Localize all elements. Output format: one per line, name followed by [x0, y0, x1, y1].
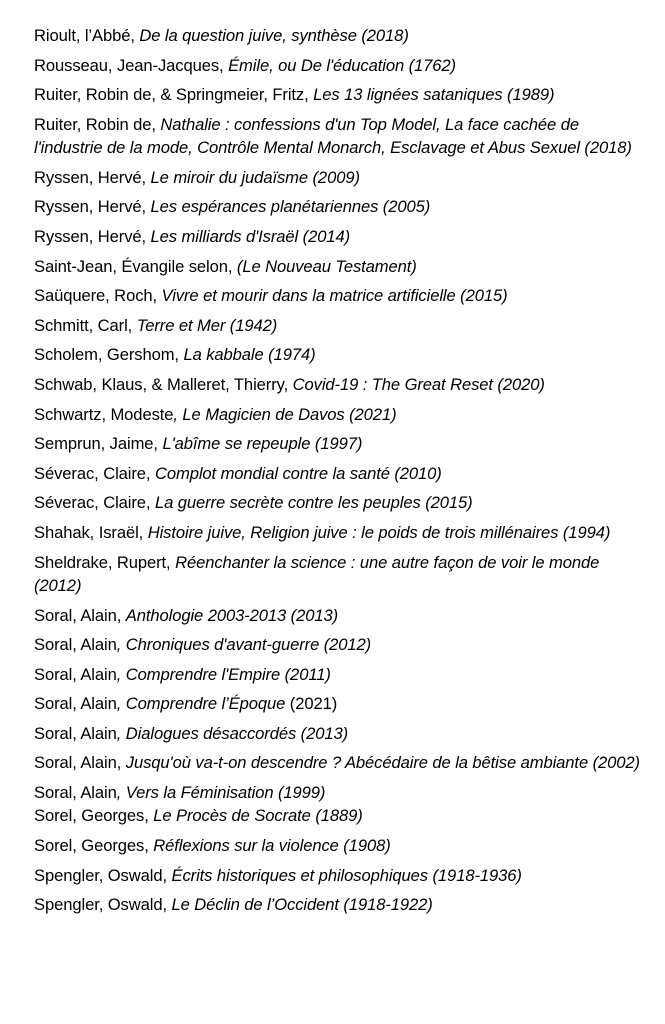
entry-author: Schwab, Klaus, & Malleret, Thierry, [34, 374, 293, 394]
bibliography-entry [34, 343, 646, 366]
entry-author: Ruiter, Robin de, & Springmeier, Fritz, [34, 85, 314, 105]
entry-author: Ruiter, Robin de, [34, 114, 161, 134]
entry-title: , Chroniques d'avant-guerre (2012) [116, 635, 372, 655]
entry-title: De la question juive, synthèse (2018) [139, 26, 409, 45]
entry-title: Écrits historiques et philosophiques (1918-1936) [171, 865, 522, 885]
bibliography-entry [34, 551, 646, 598]
bibliography-entry [34, 54, 646, 77]
bibliography-entry [34, 166, 646, 189]
entry-title: , Comprendre l'Empire (2011) [116, 664, 331, 684]
entry-title: Nathalie : confessions d'un Top Model, La face cachée de l'industrie de la mode, Contrôle Mental Monarch, Esclavage et Abus Sexuel (2018) [34, 114, 632, 158]
bibliography-entry [34, 284, 646, 307]
entry-title: Anthologie 2003-2013 (2013) [125, 605, 339, 625]
entry-title: La guerre secrète contre les peuples (2015) [154, 493, 473, 513]
bibliography-entry [34, 893, 646, 916]
bibliography-entry [34, 633, 646, 656]
entry-author: Saint-Jean, Évangile selon, [34, 256, 237, 276]
bibliography-entry [34, 314, 646, 337]
bibliography-entry [34, 692, 646, 715]
entry-author: Soral, Alain [34, 635, 117, 655]
entry-author: Séverac, Claire, [34, 463, 155, 483]
entry-author: Soral, Alain, [34, 605, 126, 625]
entry-author: Sorel, Georges, [34, 806, 154, 826]
entry-author: Schmitt, Carl, [34, 315, 137, 335]
entry-title: Complot mondial contre la santé (2010) [154, 463, 442, 483]
bibliography-entry [34, 491, 646, 514]
entry-title: , Comprendre l’Époque [116, 694, 286, 714]
bibliography-entry [34, 751, 646, 774]
entry-year: (2021) [285, 694, 338, 714]
bibliography-entry [34, 373, 646, 396]
entry-author: Ryssen, Hervé, [34, 167, 151, 187]
bibliography-entry [34, 804, 646, 827]
entry-title: Le Déclin de l’Occident (1918-1922) [171, 895, 433, 915]
bibliography-entry [34, 255, 646, 278]
entry-author: Sorel, Georges, [34, 836, 154, 856]
entry-author: Soral, Alain [34, 664, 117, 684]
bibliography-entry [34, 225, 646, 248]
entry-author: Scholem, Gershom, [34, 345, 184, 365]
bibliography-entry [34, 663, 646, 686]
bibliography-entry [34, 195, 646, 218]
entry-title: , Dialogues désaccordés (2013) [116, 723, 349, 743]
entry-title: Émile, ou De l'éducation (1762) [228, 55, 456, 75]
bibliography-entry [34, 834, 646, 857]
entry-author: Rioult, l’Abbé, [34, 26, 140, 45]
entry-title: Les 13 lignées sataniques (1989) [313, 85, 555, 105]
entry-title: Les milliards d'Israël (2014) [150, 226, 351, 246]
entry-author: Spengler, Oswald, [34, 865, 172, 885]
entry-author: Ryssen, Hervé, [34, 197, 151, 217]
entry-title: La kabbale (1974) [183, 345, 316, 365]
bibliography-entry [34, 432, 646, 455]
bibliography-entry [34, 403, 646, 426]
entry-author: Shahak, Israël, [34, 522, 148, 542]
entry-author: Soral, Alain [34, 723, 117, 743]
entry-title: Le miroir du judaïsme (2009) [150, 167, 360, 187]
bibliography-list [34, 24, 646, 923]
entry-title: Vivre et mourir dans la matrice artificielle (2015) [161, 286, 508, 306]
bibliography-entry [34, 83, 646, 106]
entry-title: L'abîme se repeuple (1997) [162, 434, 363, 454]
entry-author: Soral, Alain [34, 783, 117, 803]
entry-title: Réflexions sur la violence (1908) [153, 836, 391, 856]
entry-author: Séverac, Claire, [34, 493, 155, 513]
entry-author: Saüquere, Roch, [34, 286, 162, 306]
bibliography-entry [34, 781, 646, 804]
entry-title: Histoire juive, Religion juive : le poids de trois millénaires (1994) [147, 522, 611, 542]
entry-author: Ryssen, Hervé, [34, 226, 151, 246]
entry-title: Le Procès de Socrate (1889) [153, 806, 363, 826]
bibliography-entry [34, 113, 646, 160]
entry-title: Jusqu'où va-t-on descendre ? Abécédaire de la bêtise ambiante (2002) [125, 753, 640, 773]
bibliography-entry [34, 864, 646, 887]
entry-author: Semprun, Jaime, [34, 434, 163, 454]
entry-title: Réenchanter la science : une autre façon de voir le monde (2012) [34, 552, 600, 595]
entry-author: Rousseau, Jean-Jacques, [34, 55, 229, 75]
entry-author: Soral, Alain, [34, 753, 126, 773]
entry-title: Terre et Mer (1942) [136, 315, 278, 335]
entry-author: Soral, Alain [34, 694, 117, 714]
bibliography-entry [34, 604, 646, 627]
bibliography-entry [34, 521, 646, 544]
entry-title: , Vers la Féminisation (1999) [116, 783, 326, 803]
bibliography-entry [34, 722, 646, 745]
bibliography-entry [34, 24, 646, 47]
entry-title: (Le Nouveau Testament) [236, 256, 417, 276]
entry-title: , Le Magicien de Davos (2021) [173, 404, 397, 424]
bibliography-entry [34, 462, 646, 485]
entry-author: Spengler, Oswald, [34, 895, 172, 915]
entry-title: Covid-19 : The Great Reset (2020) [292, 374, 545, 394]
entry-title: Les espérances planétariennes (2005) [150, 197, 431, 217]
entry-author: Sheldrake, Rupert, [34, 552, 176, 572]
entry-author: Schwartz, Modeste [34, 404, 174, 424]
